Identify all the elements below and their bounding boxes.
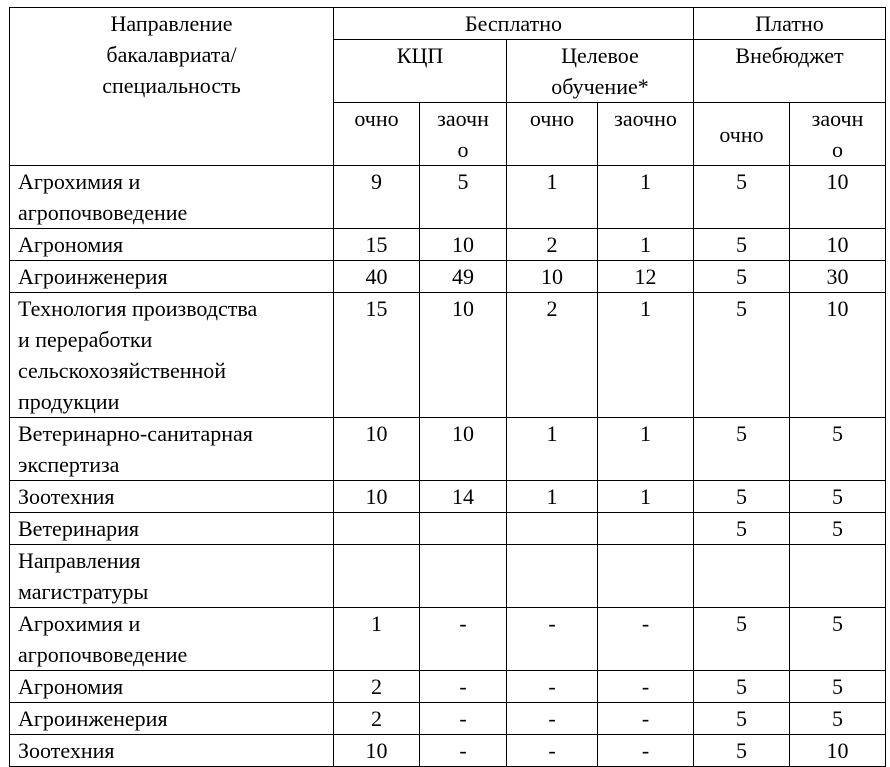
header-direction-line: Направление — [110, 11, 233, 36]
row-value-cell: 15 — [334, 229, 420, 261]
row-value-cell: 10 — [420, 293, 507, 418]
header-sub-line: заочн — [437, 106, 489, 131]
row-value-cell — [420, 545, 507, 608]
row-value-cell: 5 — [694, 293, 790, 418]
row-value-cell: 1 — [598, 418, 694, 481]
header-free: Бесплатно — [334, 8, 694, 40]
row-value-cell: - — [420, 703, 507, 735]
row-value-cell — [694, 545, 790, 608]
admission-table-container — [9, 7, 886, 767]
row-value-cell: - — [420, 608, 507, 671]
row-value-cell: 10 — [790, 735, 886, 767]
row-value-cell: 1 — [507, 481, 598, 513]
row-value-cell: 2 — [507, 293, 598, 418]
row-name-cell — [10, 513, 334, 545]
header-sub-cell — [334, 103, 420, 166]
row-name-line: агропочвоведение — [18, 642, 188, 667]
row-value-cell: 5 — [694, 261, 790, 293]
row-value-cell — [507, 513, 598, 545]
header-target-line: Целевое — [561, 43, 639, 68]
header-sub-cell — [694, 103, 790, 166]
table-body — [10, 166, 886, 767]
table-row — [10, 608, 886, 671]
row-value-cell: 2 — [334, 671, 420, 703]
row-value-cell: 12 — [598, 261, 694, 293]
row-value-cell: 9 — [334, 166, 420, 229]
row-value-cell: 5 — [694, 229, 790, 261]
row-name-line: Агроинженерия — [18, 706, 168, 731]
header-sub-line: очно — [529, 106, 575, 131]
row-value-cell — [507, 545, 598, 608]
table-row — [10, 293, 886, 418]
admission-quota-table — [9, 7, 886, 767]
row-name-cell — [10, 671, 334, 703]
row-name-cell — [10, 166, 334, 229]
header-sub-cell — [598, 103, 694, 166]
table-row — [10, 513, 886, 545]
table-row — [10, 166, 886, 229]
row-value-cell: - — [507, 671, 598, 703]
row-value-cell — [598, 513, 694, 545]
header-kcp: КЦП — [334, 40, 507, 103]
row-value-cell: 1 — [598, 229, 694, 261]
row-value-cell: - — [598, 671, 694, 703]
row-name-line: Ветеринария — [18, 516, 140, 541]
row-name-line: Агроинженерия — [18, 264, 168, 289]
row-value-cell: 10 — [420, 418, 507, 481]
row-name-line: Направления — [18, 548, 141, 573]
row-name-cell — [10, 293, 334, 418]
row-value-cell: 5 — [790, 481, 886, 513]
header-paid: Платно — [694, 8, 886, 40]
row-value-cell: - — [420, 735, 507, 767]
header-sub-line: очно — [719, 121, 764, 147]
row-value-cell: 10 — [334, 735, 420, 767]
row-value-cell: - — [507, 608, 598, 671]
table-row — [10, 229, 886, 261]
row-value-cell: 5 — [420, 166, 507, 229]
header-sub-line: о — [457, 137, 469, 162]
row-name-line: сельскохозяйственной — [18, 358, 227, 383]
row-name-line: и переработки — [18, 327, 153, 352]
row-value-cell: 5 — [694, 513, 790, 545]
header-target-line: обучение* — [551, 74, 649, 99]
row-value-cell: - — [507, 735, 598, 767]
row-value-cell: 5 — [694, 671, 790, 703]
row-name-cell — [10, 703, 334, 735]
table-row — [10, 703, 886, 735]
row-name-line: Агрономия — [18, 232, 124, 257]
row-name-cell — [10, 481, 334, 513]
table-row — [10, 545, 886, 608]
row-value-cell: 5 — [790, 608, 886, 671]
row-value-cell — [420, 513, 507, 545]
table-row — [10, 481, 886, 513]
row-value-cell: 5 — [694, 703, 790, 735]
row-value-cell: 1 — [507, 418, 598, 481]
row-value-cell: 5 — [790, 703, 886, 735]
header-sub-line: очно — [354, 106, 399, 131]
row-value-cell: - — [598, 735, 694, 767]
row-value-cell: - — [420, 671, 507, 703]
row-value-cell — [334, 513, 420, 545]
row-name-line: Агрохимия и — [18, 169, 141, 194]
row-value-cell: - — [598, 608, 694, 671]
row-value-cell: 30 — [790, 261, 886, 293]
row-name-cell — [10, 418, 334, 481]
row-value-cell — [790, 545, 886, 608]
row-name-cell — [10, 261, 334, 293]
row-value-cell: 5 — [790, 671, 886, 703]
table-row — [10, 261, 886, 293]
row-value-cell: 10 — [334, 418, 420, 481]
row-name-line: Ветеринарно-санитарная — [18, 421, 253, 446]
row-value-cell: 40 — [334, 261, 420, 293]
row-value-cell: 10 — [790, 293, 886, 418]
header-sub-line: заочн — [811, 106, 864, 131]
row-name-line: экспертиза — [18, 452, 120, 477]
header-sub-cell — [420, 103, 507, 166]
row-name-cell — [10, 229, 334, 261]
header-target — [507, 40, 694, 103]
row-name-cell — [10, 608, 334, 671]
row-value-cell: 5 — [694, 418, 790, 481]
row-value-cell — [334, 545, 420, 608]
row-value-cell — [598, 545, 694, 608]
row-value-cell: 10 — [334, 481, 420, 513]
row-name-line: Зоотехния — [18, 484, 115, 509]
row-name-line: Зоотехния — [18, 738, 115, 763]
row-value-cell: 1 — [598, 166, 694, 229]
row-value-cell: 10 — [790, 229, 886, 261]
row-name-line: Агрономия — [18, 674, 124, 699]
row-name-line: агропочвоведение — [18, 200, 188, 225]
row-value-cell: 5 — [790, 513, 886, 545]
row-value-cell: 1 — [507, 166, 598, 229]
header-sub-line: о — [832, 137, 843, 162]
row-value-cell: 5 — [790, 418, 886, 481]
row-name-line: продукции — [18, 389, 120, 414]
row-value-cell: 10 — [420, 229, 507, 261]
row-name-cell — [10, 545, 334, 608]
row-value-cell: 5 — [694, 166, 790, 229]
row-value-cell: 1 — [598, 481, 694, 513]
row-value-cell: - — [507, 703, 598, 735]
header-direction-line: бакалавриата/ — [106, 42, 237, 67]
row-value-cell: 49 — [420, 261, 507, 293]
row-value-cell: 2 — [507, 229, 598, 261]
header-offbudget: Внебюджет — [694, 40, 886, 103]
header-direction — [10, 8, 334, 166]
header-sub-cell — [790, 103, 886, 166]
row-value-cell: 5 — [694, 481, 790, 513]
row-name-line: Агрохимия и — [18, 611, 141, 636]
row-value-cell: - — [598, 703, 694, 735]
row-value-cell: 14 — [420, 481, 507, 513]
row-value-cell: 5 — [694, 608, 790, 671]
header-sub-cell — [507, 103, 598, 166]
row-name-line: Технология производства — [18, 296, 258, 321]
row-value-cell: 10 — [790, 166, 886, 229]
header-row-1 — [10, 8, 886, 40]
header-direction-line: специальность — [102, 73, 241, 98]
row-value-cell: 1 — [334, 608, 420, 671]
row-name-line: магистратуры — [18, 579, 149, 604]
row-value-cell: 10 — [507, 261, 598, 293]
header-sub-line: заочно — [614, 106, 677, 131]
row-value-cell: 5 — [694, 735, 790, 767]
table-row — [10, 671, 886, 703]
row-value-cell: 15 — [334, 293, 420, 418]
table-row — [10, 418, 886, 481]
row-value-cell: 1 — [598, 293, 694, 418]
row-value-cell: 2 — [334, 703, 420, 735]
